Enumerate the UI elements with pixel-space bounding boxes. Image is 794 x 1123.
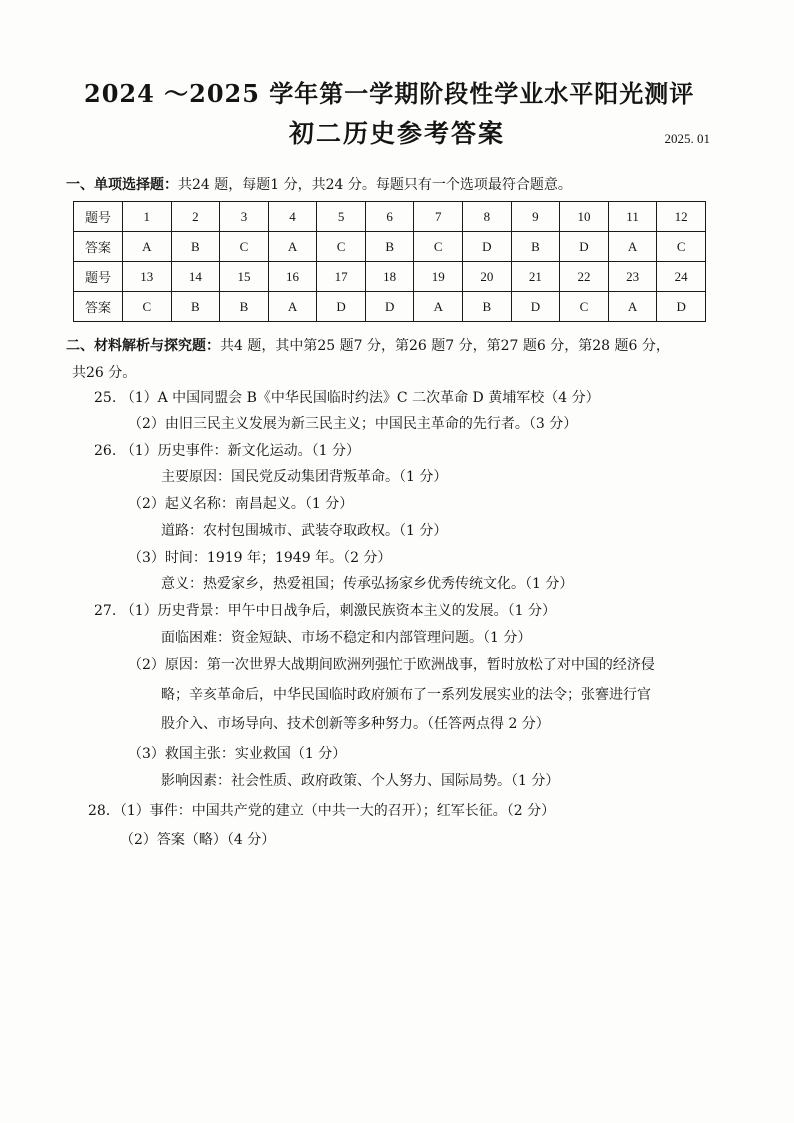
answer-cell: A: [268, 232, 317, 262]
answer-line-26-1b: 主要原因：国民党反动集团背叛革命。（1 分）: [161, 469, 448, 485]
answer-line-26-3: （3）时间：1919 年；1949 年。（2 分）: [128, 550, 392, 566]
question-number: 5: [317, 202, 366, 232]
section-1-heading: [66, 174, 572, 194]
answer-cell: C: [414, 232, 463, 262]
answer-cell: D: [365, 292, 414, 322]
answer-cell: D: [463, 232, 512, 262]
answer-line-26-2: （2）起义名称：南昌起义。（1 分）: [128, 496, 354, 512]
answer-line-27-3b: 影响因素：社会性质、政府政策、个人努力、国际局势。（1 分）: [161, 773, 560, 789]
answer-table: [73, 201, 706, 322]
answer-line-27-3: （3）救国主张：实业救国（1 分）: [128, 746, 347, 762]
answer-line-26-1: 26. （1）历史事件：新文化运动。（1 分）: [94, 443, 360, 459]
answer-cell: A: [608, 292, 657, 322]
answer-cell: D: [657, 292, 706, 322]
question-number: 15: [220, 262, 269, 292]
question-number: 10: [560, 202, 609, 232]
answer-cell: A: [123, 232, 172, 262]
document-subtitle: 初二历史参考答案: [288, 119, 505, 148]
question-number: 2: [171, 202, 220, 232]
question-number: 14: [171, 262, 220, 292]
question-number: 6: [365, 202, 414, 232]
question-number: 9: [511, 202, 560, 232]
answer-line-27-1: 27. （1）历史背景：甲午中日战争后，刺激民族资本主义的发展。（1 分）: [94, 603, 556, 619]
answer-cell: B: [365, 232, 414, 262]
section-1-heading-label: 一、单项选择题：: [66, 177, 178, 193]
question-number: 3: [220, 202, 269, 232]
answer-line-26-3b: 意义：热爱家乡，热爱祖国；传承弘扬家乡优秀传统文化。（1 分）: [161, 576, 574, 592]
question-number: 11: [608, 202, 657, 232]
answer-cell: D: [511, 292, 560, 322]
question-number: 21: [511, 262, 560, 292]
answer-line-26-2b: 道路：农村包围城市、武装夺取政权。（1 分）: [161, 523, 448, 539]
question-number: 18: [365, 262, 414, 292]
question-number: 8: [463, 202, 512, 232]
document-title: 2024 ～2025 学年第一学期阶段性学业水平阳光测评: [84, 79, 695, 108]
answer-line-27-2b: 略；辛亥革命后，中华民国临时政府颁布了一系列发展实业的法令；张謇进行官: [161, 687, 651, 703]
answer-cell: C: [657, 232, 706, 262]
table-row-questions-1: [74, 202, 706, 232]
answer-cell: A: [414, 292, 463, 322]
section-2-heading-label: 二、材料解析与探究题：: [66, 338, 220, 354]
question-number: 19: [414, 262, 463, 292]
answer-line-28-2: （2）答案（略）（4 分）: [120, 832, 276, 848]
question-number: 17: [317, 262, 366, 292]
question-number: 24: [657, 262, 706, 292]
question-number: 22: [560, 262, 609, 292]
answer-cell: C: [317, 232, 366, 262]
answer-cell: C: [220, 232, 269, 262]
answer-cell: D: [317, 292, 366, 322]
answer-line-27-2: （2）原因：第一次世界大战期间欧洲列强忙于欧洲战事，暂时放松了对中国的经济侵: [128, 657, 655, 673]
question-number: 12: [657, 202, 706, 232]
section-2-heading-text: 共4 题，其中第25 题7 分，第26 题7 分，第27 题6 分，第28 题6 分，: [220, 338, 670, 354]
answer-cell: D: [560, 232, 609, 262]
answer-cell: B: [171, 292, 220, 322]
question-number: 1: [123, 202, 172, 232]
answer-cell: B: [171, 232, 220, 262]
table-row-answers-1: [74, 232, 706, 262]
question-number: 4: [268, 202, 317, 232]
answer-cell: A: [268, 292, 317, 322]
answer-line-28-1: 28．（1）事件：中国共产党的建立（中共一大的召开）；红军长征。（2 分）: [88, 803, 556, 819]
answer-cell: C: [123, 292, 172, 322]
answer-cell: B: [511, 232, 560, 262]
answer-cell: A: [608, 232, 657, 262]
question-number: 13: [123, 262, 172, 292]
row-label-answer: 答案: [74, 292, 123, 322]
question-number: 7: [414, 202, 463, 232]
row-label-question: 题号: [74, 202, 123, 232]
question-number: 16: [268, 262, 317, 292]
question-number: 23: [608, 262, 657, 292]
answer-cell: B: [220, 292, 269, 322]
section-1-heading-text: 共24 题，每题1 分，共24 分。每题只有一个选项最符合题意。: [178, 177, 572, 193]
row-label-question: 题号: [74, 262, 123, 292]
document-date: 2025. 01: [664, 131, 710, 146]
answer-line-27-1b: 面临困难：资金短缺、市场不稳定和内部管理问题。（1 分）: [161, 630, 532, 646]
section-2-heading: [66, 335, 670, 355]
answer-line-27-2c: 股介入、市场导向、技术创新等多种努力。（任答两点得 2 分）: [161, 716, 550, 732]
answer-line-25-2: （2）由旧三民主义发展为新三民主义；中国民主革命的先行者。（3 分）: [128, 416, 578, 432]
question-number: 20: [463, 262, 512, 292]
answer-cell: C: [560, 292, 609, 322]
table-row-questions-2: [74, 262, 706, 292]
row-label-answer: 答案: [74, 232, 123, 262]
table-row-answers-2: [74, 292, 706, 322]
section-2-heading-continued: 共26 分。: [72, 365, 137, 381]
answer-line-25-1: 25. （1）A 中国同盟会 B《中华民国临时约法》C 二次革命 D 黄埔军校（4 分）: [94, 390, 600, 406]
answer-cell: B: [463, 292, 512, 322]
